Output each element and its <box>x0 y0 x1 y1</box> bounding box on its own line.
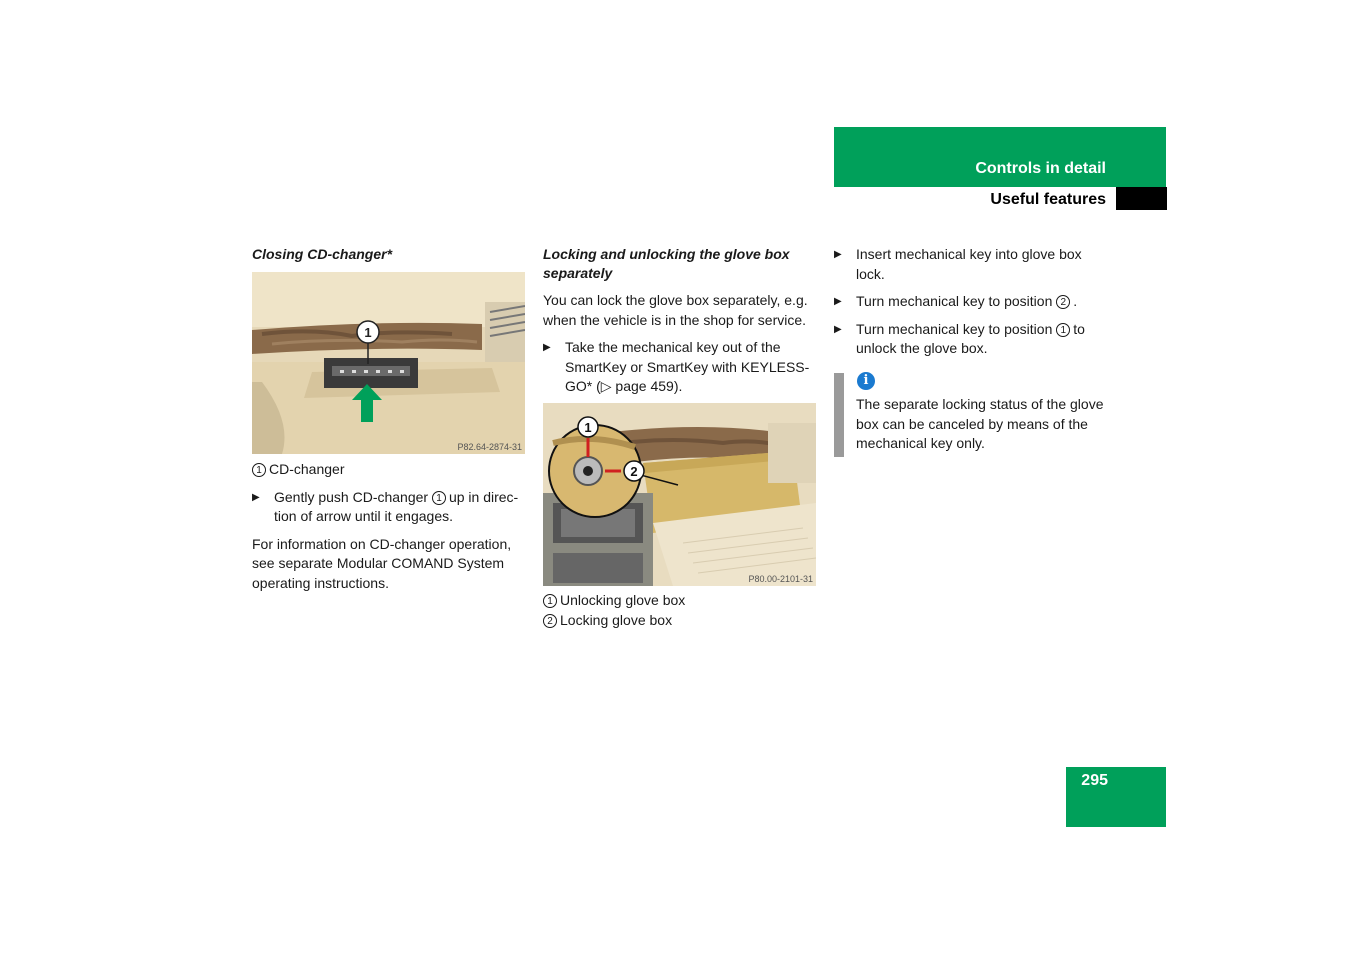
instruction-turn-key-position-2: ▶ Turn mechanical key to position 2 . <box>834 292 1109 312</box>
figure-code-cd-changer: P82.64-2874-31 <box>457 442 522 452</box>
caption-locking: 2 Locking glove box <box>543 611 821 631</box>
svg-text:1: 1 <box>584 420 592 435</box>
bullet-arrow-icon: ▶ <box>834 296 842 307</box>
info-note-text: The separate locking status of the glove box can be canceled by means of the mechanical key only. <box>856 396 1104 451</box>
svg-text:2: 2 <box>630 464 638 479</box>
caption-cd-changer: 1 CD-changer <box>252 460 527 480</box>
column-1 <box>252 245 527 264</box>
subsection-marker <box>1116 187 1167 210</box>
subsection-title: Useful features <box>990 191 1106 208</box>
callout-1: 1 <box>1056 323 1070 337</box>
bullet-arrow-icon: ▶ <box>252 491 260 503</box>
instruction-turn-key-position-1: ▶ Turn mechanical key to position 1 to unlock the glove box. <box>834 320 1109 359</box>
instruction-push-cd-changer: ▶ Gently push CD-changer 1 up in direc-tion of arrow until it engages. <box>252 488 527 527</box>
glove-box-figure <box>543 403 816 586</box>
column-2-captions <box>543 591 821 630</box>
column-3 <box>834 245 1109 367</box>
paragraph-cd-changer-info: For information on CD-changer operation, see separate Modular COMAND System operating instructions. <box>252 535 512 591</box>
caption-unlocking: 1 Unlocking glove box <box>543 591 821 611</box>
callout-1: 1 <box>432 491 446 505</box>
section-title: Controls in detail <box>975 160 1106 177</box>
callout-1: 1 <box>252 463 266 477</box>
info-note-bar <box>834 373 844 457</box>
cd-changer-figure <box>252 272 525 454</box>
callout-1: 1 <box>543 594 557 608</box>
bullet-arrow-icon: ▶ <box>834 249 842 260</box>
cd-changer-illustration <box>252 272 525 454</box>
instruction-take-key: ▶ Take the mechanical key out of the SmartKey or SmartKey with KEYLESS-GO* (▷ page 459). <box>543 338 821 397</box>
page-number: 295 <box>1081 772 1108 789</box>
heading-closing-cd-changer: Closing CD-changer* <box>252 246 393 262</box>
callout-2: 2 <box>1056 295 1070 309</box>
heading-glove-box: Locking and unlocking the glove box separately <box>543 246 790 281</box>
svg-text:1: 1 <box>364 325 372 340</box>
bullet-arrow-icon: ▶ <box>834 323 842 335</box>
figure-code-glove-box: P80.00-2101-31 <box>748 574 813 584</box>
column-2 <box>543 245 821 405</box>
instruction-insert-key: ▶ Insert mechanical key into glove box lock. <box>834 245 1109 284</box>
glove-box-illustration <box>543 403 816 586</box>
callout-2: 2 <box>543 614 557 628</box>
paragraph-glove-box-intro: You can lock the glove box separately, e.g. when the vehicle is in the shop for service. <box>543 292 808 328</box>
bullet-arrow-icon: ▶ <box>543 342 551 353</box>
section-header-tab <box>834 127 1166 187</box>
column-1-body <box>252 460 527 601</box>
info-icon: i <box>857 372 875 390</box>
